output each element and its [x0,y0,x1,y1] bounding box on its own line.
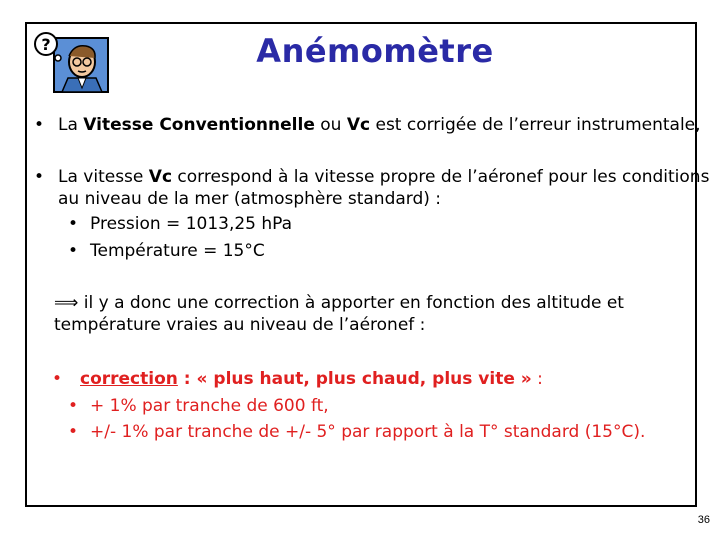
correction-line [80,368,543,390]
svg-text:?: ? [41,35,51,54]
sub-bullet-marker: • [68,422,79,442]
bold-term: Vc [346,115,371,135]
bullet-marker: • [34,115,45,135]
bold-term: Vitesse Conventionnelle [83,115,315,135]
vc-correspond-line [58,166,709,188]
correction-quote: « plus haut, plus chaud, plus vite » [196,369,532,389]
text-segment: La vitesse [58,167,149,187]
sub-bullet-marker: • [68,241,79,261]
sub-bullet-marker: • [68,396,79,416]
bold-term: Vc [148,167,173,187]
text-segment: ou [314,115,347,135]
temperature-line: Température = 15°C [90,241,265,261]
text-segment: correspond à la vitesse propre de l’aéronef pour les conditions [172,167,710,187]
sub-bullet-marker: • [68,214,79,234]
page-title: Anémomètre [256,32,494,70]
text-segment: La [58,115,84,135]
text-segment: : [531,369,543,389]
page-number: 36 [697,514,710,526]
bullet-marker: • [52,369,63,389]
vc-definition-line [58,114,701,136]
vc-correspond-continuation: au niveau de la mer (atmosphère standard) : [58,189,442,209]
rule-temperature-line: +/- 1% par tranche de +/- 5° par rapport à la T° standard (15°C). [90,422,646,442]
text-segment: est corrigée de l’erreur instrumentale, [370,115,701,135]
pressure-line: Pression = 1013,25 hPa [90,214,293,234]
bullet-marker: • [34,167,45,187]
text-segment: il y a donc une correction à apporter en fonction des altitude et [83,293,624,313]
implies-arrow: ⟹ [54,293,79,313]
implication-continuation: température vraies au niveau de l’aéronef : [54,315,426,335]
implication-line [54,292,624,314]
rule-altitude-line: + 1% par tranche de 600 ft, [90,396,329,416]
text-segment: : [177,369,197,389]
correction-label: correction [80,369,178,389]
thinking-man-icon [34,32,110,94]
